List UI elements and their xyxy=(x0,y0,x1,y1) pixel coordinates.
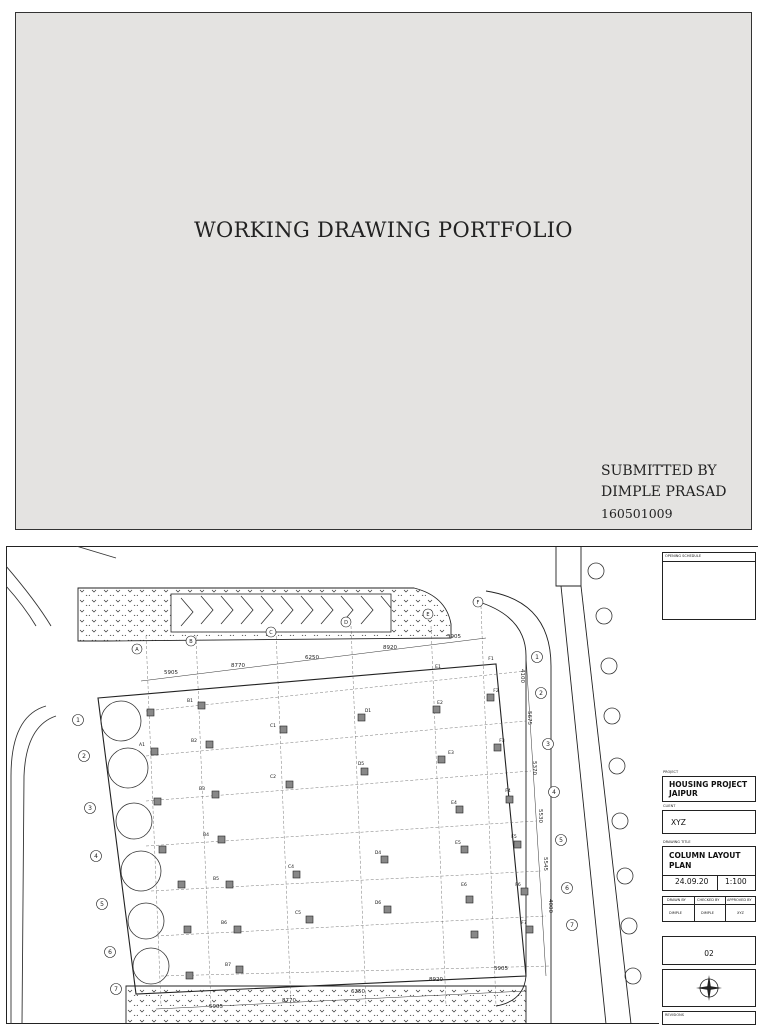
column-label: E5 xyxy=(455,841,461,846)
opening-schedule-box xyxy=(662,552,756,620)
project-name-line1: HOUSING PROJECT xyxy=(669,780,748,789)
drawing-title-box xyxy=(662,846,756,891)
column-label: C4 xyxy=(287,865,295,870)
right-dim-2: 5675 xyxy=(526,711,532,725)
north-arrow-icon xyxy=(663,970,755,1006)
bottom-dim-3: 6250 xyxy=(351,989,365,995)
column-label: F2 xyxy=(493,689,499,694)
drawn-by: DIMPLE xyxy=(669,911,683,915)
checked-by: DIMPLE xyxy=(701,911,715,915)
drawing-title-label: DRAWING TITLE xyxy=(663,840,691,844)
column-label: C1 xyxy=(269,724,277,729)
client-box xyxy=(662,810,756,834)
column-marker-f: F xyxy=(476,600,480,606)
title-block xyxy=(659,547,758,1024)
column-marker-c: C xyxy=(269,630,273,636)
client-name: XYZ xyxy=(671,818,686,827)
top-dim-3: 6250 xyxy=(305,655,319,661)
client-label: CLIENT xyxy=(663,804,676,808)
student-id: 160501009 xyxy=(601,506,673,521)
bottom-dim-1: 5905 xyxy=(209,1004,223,1010)
column-label: B4 xyxy=(203,833,209,838)
row-marker-6: 6 xyxy=(108,949,112,956)
column-label: E6 xyxy=(461,883,467,888)
row-marker-6-right: 6 xyxy=(565,885,569,892)
column-marker-b: B xyxy=(189,639,193,645)
bottom-dim-2: 8770 xyxy=(282,998,296,1004)
checked-by-label: CHECKED BY xyxy=(697,898,720,902)
column-label: D4 xyxy=(374,851,382,856)
top-dim-2: 8770 xyxy=(231,663,245,669)
project-name-line2: JAIPUR xyxy=(669,789,698,798)
column-label: B3 xyxy=(199,787,205,792)
top-dim-1: 5905 xyxy=(164,670,178,676)
column-label: B2 xyxy=(191,739,197,744)
row-marker-2: 2 xyxy=(82,753,86,760)
column-label: D5 xyxy=(357,762,365,767)
project-label: PROJECT xyxy=(663,770,679,774)
column-label: C5 xyxy=(294,911,302,916)
right-dim-6: 4000 xyxy=(547,899,553,913)
row-marker-5: 5 xyxy=(100,901,104,908)
column-label: F1 xyxy=(488,657,494,662)
column-label: E1 xyxy=(435,665,441,670)
sheet-number: 02 xyxy=(704,949,714,958)
row-marker-3: 3 xyxy=(88,805,92,812)
column-label: B5 xyxy=(213,877,219,882)
row-marker-4: 4 xyxy=(94,853,98,860)
column-label: E4 xyxy=(451,801,457,806)
right-dim-5: 5545 xyxy=(542,857,548,871)
row-marker-5-right: 5 xyxy=(559,837,563,844)
column-marker-e: E xyxy=(426,612,430,618)
drawing-scale: 1:100 xyxy=(725,877,747,886)
column-marker-d: D xyxy=(344,620,348,626)
drawn-by-label: DRAWN BY xyxy=(667,898,686,902)
column-marker-a: A xyxy=(135,647,139,653)
column-label: B7 xyxy=(225,963,231,968)
top-dim-5: 5905 xyxy=(447,634,461,640)
cover-page xyxy=(15,12,752,530)
revisions-box xyxy=(662,1011,756,1025)
revisions-label: REVISIONS xyxy=(665,1013,684,1017)
opening-schedule-label: OPENING SCHEDULE xyxy=(665,554,702,558)
drawing-date: 24.09.20 xyxy=(675,877,709,886)
submission-block xyxy=(601,461,726,524)
column-label: F4 xyxy=(505,789,511,794)
right-dim-3: 5370 xyxy=(531,761,537,775)
right-dim-4: 5530 xyxy=(537,809,543,823)
top-dim-4: 8920 xyxy=(383,645,397,651)
north-arrow-box xyxy=(662,969,756,1007)
right-dim-1: 4100 xyxy=(519,669,525,683)
column-label: E3 xyxy=(448,751,454,756)
author-name: DIMPLE PRASAD xyxy=(601,484,727,500)
column-label: F6 xyxy=(515,883,521,888)
column-label: D6 xyxy=(374,901,382,906)
submitted-by-label: SUBMITTED BY xyxy=(601,463,717,479)
column-label: F3 xyxy=(499,739,505,744)
row-marker-7: 7 xyxy=(114,986,118,993)
row-marker-4-right: 4 xyxy=(552,789,556,796)
column-label: F7 xyxy=(521,921,527,926)
column-label: E2 xyxy=(437,701,443,706)
column-label: D1 xyxy=(364,709,372,714)
column-label: F5 xyxy=(511,835,517,840)
upper-planting-band xyxy=(78,588,451,641)
column-label: B1 xyxy=(187,699,193,704)
bottom-dim-5: 5905 xyxy=(494,966,508,972)
drawing-title-line1: COLUMN LAYOUT xyxy=(669,851,741,860)
project-box xyxy=(662,776,756,802)
bottom-dim-4: 8920 xyxy=(429,977,443,983)
signoff-box xyxy=(662,896,756,922)
row-marker-2-right: 2 xyxy=(539,690,543,697)
column-label: B6 xyxy=(221,921,227,926)
row-marker-7-right: 7 xyxy=(570,922,574,929)
drawing-title-line2: PLAN xyxy=(669,861,692,870)
row-marker-1-right: 1 xyxy=(535,654,539,661)
portfolio-title: WORKING DRAWING PORTFOLIO xyxy=(194,218,573,242)
row-marker-1: 1 xyxy=(76,717,80,724)
row-marker-3-right: 3 xyxy=(546,741,550,748)
column-label: A1 xyxy=(139,743,145,748)
sheet-number-box xyxy=(662,936,756,965)
approved-by: XYZ xyxy=(737,911,744,915)
column-layout-drawing xyxy=(6,546,758,1024)
approved-by-label: APPROVED BY xyxy=(727,898,752,902)
column-label: C2 xyxy=(269,775,277,780)
